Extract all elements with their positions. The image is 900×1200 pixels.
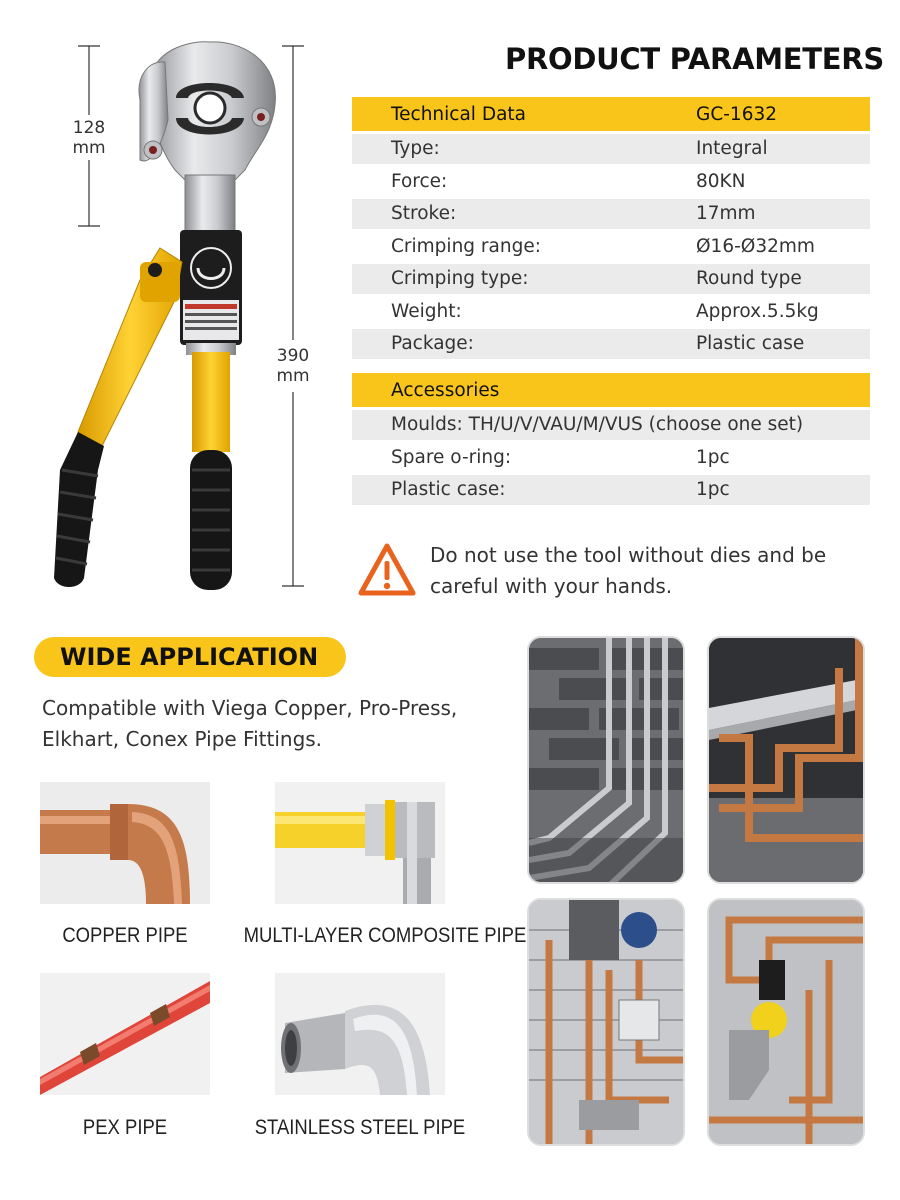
row-value: 80KN [696, 170, 746, 192]
table-row [352, 410, 870, 440]
row-value: 17mm [696, 203, 756, 224]
head-height-label [62, 118, 116, 158]
composite-pipe-image [275, 782, 445, 904]
table-row [352, 296, 870, 326]
table-row [352, 442, 870, 472]
accessories-table [352, 373, 870, 507]
copper-pipe-caption: COPPER PIPE [62, 924, 188, 947]
table-row [352, 475, 870, 505]
row-value: Ø16-Ø32mm [696, 235, 815, 257]
copper-pipe-image [40, 782, 210, 904]
technical-data-header [352, 97, 870, 131]
safety-warning [356, 540, 876, 604]
stainless-pipe-caption: STAINLESS STEEL PIPE [254, 1116, 466, 1139]
row-label: Package: [391, 333, 474, 354]
table-row [352, 134, 870, 164]
wide-application-title: WIDE APPLICATION [60, 643, 319, 671]
warning-text [430, 540, 870, 602]
compatibility-line-2: Elkhart, Conex Pipe Fittings. [42, 727, 323, 751]
application-photo-boiler-room [527, 898, 685, 1146]
application-photo-valve-fittings [707, 898, 865, 1146]
pex-pipe-caption: PEX PIPE [82, 1116, 168, 1139]
head-height-unit: mm [72, 138, 106, 158]
row-value: Integral [696, 138, 768, 159]
row-label: Weight: [391, 300, 462, 322]
table-row [352, 329, 870, 359]
head-height-value: 128 [72, 118, 106, 138]
model-number: GC-1632 [696, 103, 778, 125]
row-label: Plastic case: [391, 479, 506, 500]
compatibility-line-1: Compatible with Viega Copper, Pro-Press, [42, 696, 458, 720]
table-row [352, 199, 870, 229]
row-value: 1pc [696, 446, 730, 468]
application-photo-copper-tray [707, 636, 865, 884]
stainless-pipe-image [275, 973, 445, 1095]
accessories-header [352, 373, 870, 407]
table-row [352, 166, 870, 196]
hydraulic-crimping-tool-image [0, 0, 340, 610]
moulds-row: Moulds: TH/U/V/VAU/M/VUS (choose one set) [391, 414, 804, 435]
total-length-label [266, 346, 320, 386]
table-row [352, 231, 870, 261]
technical-data-label: Technical Data [391, 103, 527, 125]
row-label: Crimping range: [391, 235, 541, 257]
compatibility-text [42, 693, 512, 755]
row-label: Type: [391, 138, 440, 159]
composite-pipe-caption: MULTI-LAYER COMPOSITE PIPE [243, 924, 527, 947]
row-label: Spare o-ring: [391, 446, 512, 468]
row-value: Approx.5.5kg [696, 300, 819, 322]
crimping-tool-illustration [0, 0, 340, 610]
application-photo-wall-pipes [527, 636, 685, 884]
accessories-label: Accessories [391, 379, 500, 401]
warning-line-1: Do not use the tool without dies and be [430, 543, 827, 567]
warning-line-2: careful with your hands. [430, 574, 673, 598]
row-value: 1pc [696, 479, 730, 500]
warning-triangle-icon [358, 542, 416, 598]
total-length-value: 390 [276, 346, 310, 366]
row-value: Round type [696, 268, 802, 289]
technical-data-table [352, 97, 870, 361]
product-parameters-title: PRODUCT PARAMETERS [505, 42, 884, 76]
pex-pipe-image [40, 973, 210, 1095]
row-label: Force: [391, 170, 448, 192]
wide-application-badge [34, 637, 346, 677]
table-row [352, 264, 870, 294]
total-length-unit: mm [276, 366, 310, 386]
row-value: Plastic case [696, 333, 805, 354]
row-label: Stroke: [391, 203, 457, 224]
row-label: Crimping type: [391, 268, 529, 289]
